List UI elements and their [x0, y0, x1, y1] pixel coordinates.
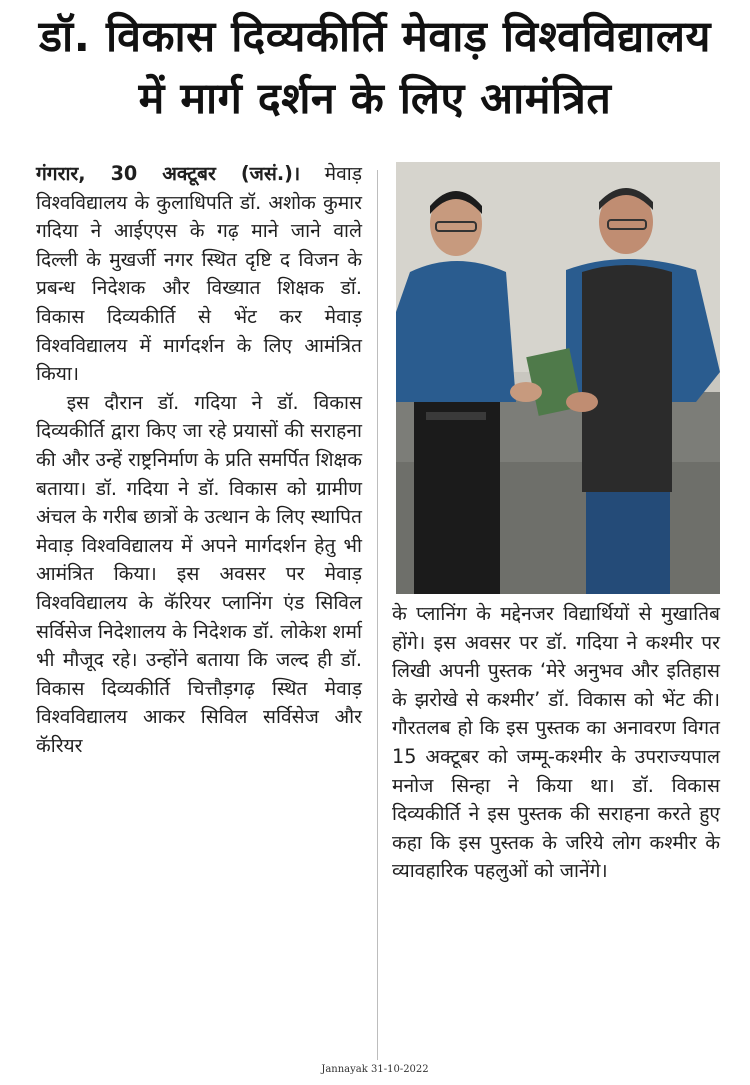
- source-caption: Jannayak 31-10-2022: [321, 1064, 429, 1075]
- dateline: गंगरार, 30 अक्टूबर (जसं.)।: [36, 162, 301, 185]
- news-photo: [396, 162, 720, 594]
- article-paragraph-1: [36, 160, 362, 389]
- headline-line-2: में मार्ग दर्शन के लिए आमंत्रित: [138, 74, 612, 124]
- article-paragraph-continued: के प्लानिंग के मद्देनजर विद्यार्थियों से मुखातिब होंगे। इस अवसर पर डॉ. गदिया ने कश्मीर पर लिखी अपनी पुस्तक ‘मेरे अनुभव और इतिहास के झरोखे से कश्मीर’ डॉ. विकास को भेंट की। गौरतलब हो कि इस पुस्तक का अनावरण विगत 15 अक्टूबर को जम्मू-कश्मीर के उपराज्यपाल मनोज सिन्हा ने किया था। डॉ. विकास दिव्यकीर्ति ने इस पुस्तक की सराहना करते हुए कहा कि इस पुस्तक के जरिये लोग कश्मीर के व्यावहारिक पहलुओं को जानेंगे।: [392, 602, 720, 883]
- headline-line-1: डॉ. विकास दिव्यकीर्ति मेवाड़ विश्वविद्यालय: [39, 12, 711, 62]
- article-column-right: [392, 600, 720, 886]
- paragraph-1-text: मेवाड़ विश्वविद्यालय के कुलाधिपति डॉ. अशोक कुमार गदिया ने आईएएस के गढ़ माने जाने वाले दिल्ली के मुखर्जी नगर स्थित दृष्टि द विजन के प्रबन्ध निदेशक और विख्यात शिक्षक डॉ. विकास दिव्यकीर्ति से भेंट कर मेवाड़ विश्वविद्यालय में मार्गदर्शन के लिए आमंत्रित किया।: [36, 162, 362, 386]
- article-column-left: [36, 160, 362, 760]
- article-paragraph-2: इस दौरान डॉ. गदिया ने डॉ. विकास दिव्यकीर्ति द्वारा किए जा रहे प्रयासों की सराहना की और उन्हें राष्ट्रनिर्माण के प्रति समर्पित शिक्षक बताया। डॉ. गदिया ने डॉ. विकास को ग्रामीण अंचल के गरीब छात्रों के उत्थान के लिए स्थापित मेवाड़ विश्वविद्यालय में अपने मार्गदर्शन हेतु भी आमंत्रित किया। इस अवसर पर मेवाड़ विश्वविद्यालय के कॅरियर प्लानिंग एंड सिविल सर्विसेज निदेशालय के निदेशक डॉ. लोकेश शर्मा भी मौजूद रहे। उन्होंने बताया कि जल्द ही डॉ. विकास दिव्यकीर्ति चित्तौड़गढ़ स्थित मेवाड़ विश्वविद्यालय आकर सिविल सर्विसेज और कॅरियर: [36, 390, 362, 757]
- column-divider: [377, 170, 378, 1060]
- headline: [20, 6, 730, 130]
- photo-illustration: [396, 162, 720, 594]
